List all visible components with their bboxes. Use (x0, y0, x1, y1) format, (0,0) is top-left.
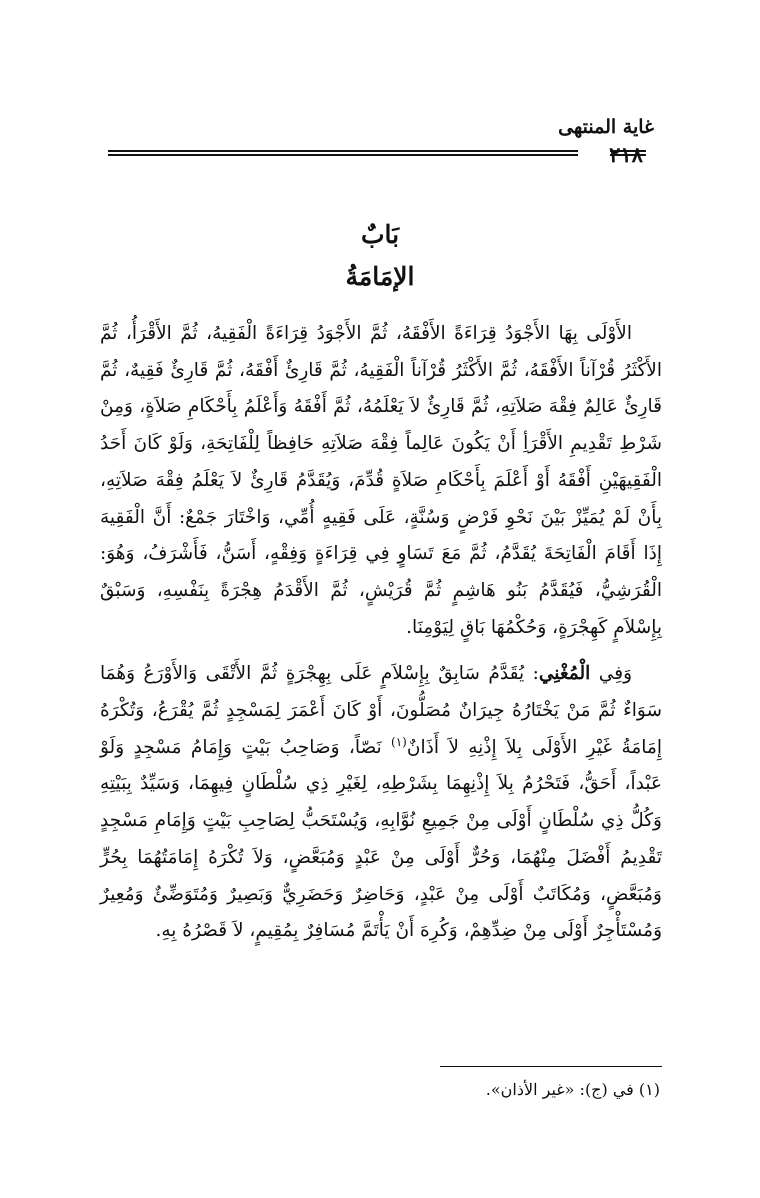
page-number: ٢١٨ (609, 142, 643, 167)
running-title: غاية المنتهى (558, 116, 654, 138)
main-text (100, 316, 662, 950)
source-name-almughni: الْمُغْنِي (538, 663, 591, 685)
header-rule-right (610, 150, 646, 156)
paragraph-1: الأَوْلَى بِهَا الأَجْوَدُ قِرَاءَةً الأَفْقَهُ، ثُمَّ الأَجْوَدُ قِرَاءَةً الْفَقِيهُ، ثُمَّ الأَقْرَأُ، ثُمَّ الأَكْثَرُ قُرْآناً الأَفْقَهُ، ثُمَّ الأَكْثَرُ قُرْآناً الْفَقِيهُ، ثُمَّ قَارِئٌ أَفْقَهُ، ثُمَّ قَارِئٌ فَقِيهٌ، ثُمَّ قَارِئٌ عَالِمٌ فِقْهَ صَلاَتِهِ، ثُمَّ قَارِئٌ لاَ يَعْلَمُهُ، ثُمَّ أَفْقَهُ وَأَعْلَمُ بِأَحْكَامِ صَلاَةٍ، وَمِنْ شَرْطِ تَقْدِيمِ الأَقْرَأِ أَنْ يَكُونَ عَالِماً فِقْهَ صَلاَتِهِ حَافِظاً لِلْفَاتِحَةِ، وَلَوْ كَانَ أَحَدُ الْفَقِيهَيْنِ أَفْقَهُ أَوْ أَعْلَمَ بِأَحْكَامِ صَلاَةٍ قُدِّمَ، وَيُقَدَّمُ قَارِئٌ لاَ يَعْلَمُ فِقْهَ صَلاَتِهِ، بِأَنْ لَمْ يُمَيِّزْ بَيْنَ نَحْوِ فَرْضٍ وَسُنَّةٍ، عَلَى فَقِيهٍ أُمِّي، وَاخْتَارَ جَمْعٌ: أَنَّ الْفَقِيهَ إِذَا أَقَامَ الْفَاتِحَةَ يُقَدَّمُ، ثُمَّ مَعَ تَسَاوٍ فِي قِرَاءَةٍ وَفِقْهٍ، أَسَنُّ، فَأَشْرَفُ، وَهُوَ: الْقُرَشِيُّ، فَيُقَدَّمُ بَنُو هَاشِمٍ ثُمَّ قُرَيْشٍ، ثُمَّ الأَقْدَمُ هِجْرَةً بِنَفْسِهِ، وَسَبْقٌ بِإِسْلاَمٍ كَهِجْرَةٍ، وَحُكْمُهَا بَاقٍ لِيَوْمِنَا. (100, 323, 662, 638)
chapter-label: بَابٌ (360, 220, 400, 249)
header-rule-left (108, 150, 578, 156)
footnote-reference: (١) (391, 734, 407, 749)
p2-before-ref: : يُقَدَّمُ سَابِقٌ بِإِسْلاَمٍ عَلَى بِهِجْرَةٍ ثُمَّ الأَتْقَى وَالأَوْرَعُ وَهُمَا سَوَاءٌ ثُمَّ مَنْ يَخْتَارُهُ جِيرَانٌ مُصَلُّونَ، أَوْ كَانَ أَعْمَرَ لِمَسْجِدٍ ثُمَّ يُقْرَعُ، وَتُكْرَهُ إِمَامَةُ غَيْرِ الأَوْلَى بِلاَ إِذْنِهِ لاَ أَذَانٌ (100, 663, 662, 758)
chapter-title: الإمَامَةُ (345, 262, 415, 291)
footnote-separator (440, 1066, 662, 1067)
paragraph-2 (100, 656, 662, 950)
p2-lead: وَفِي (590, 663, 633, 685)
footnote: (١) في (ج): «غير الأذان». (485, 1080, 660, 1099)
page-number-bar (0, 138, 760, 172)
p2-after-ref: نَصّاً، وَصَاحِبُ بَيْتٍ وَإِمَامُ مَسْجِدٍ وَلَوْ عَبْداً، أَحَقُّ، فَتَحْرُمُ بِلاَ إِذْنِهِمَا بِشَرْطِهِ، لِغَيْرِ ذِي سُلْطَانٍ فِيهِمَا، وَسَيِّدٌ بِبَيْتِهِ وَكُلُّ ذِي سُلْطَانٍ أَوْلَى مِنْ جَمِيعِ نُوَّابِهِ، وَيُسْتَحَبُّ لِصَاحِبِ بَيْتٍ وَإِمَامِ مَسْجِدٍ تَقْدِيمُ أَفْضَلَ مِنْهُمَا، وَحُرٌّ أَوْلَى مِنْ عَبْدٍ وَمُبَعَّضٍ، وَلاَ تُكْرَهُ إِمَامَتُهُمَا بِحُرٍّ وَمُبَعَّضٍ، وَمُكَاتَبٌ أَوْلَى مِنْ عَبْدٍ، وَحَاضِرٌ وَحَضَرِيٌّ وَبَصِيرٌ وَمُتَوَضِّئٌ وَمُعِيرٌ وَمُسْتَأْجِرٌ أَوْلَى مِنْ ضِدِّهِمْ، وَكُرِهَ أَنْ يَأْتَمَّ مُسَافِرٌ بِمُقِيمٍ، لاَ قَصْرُهُ بِهِ. (100, 736, 662, 942)
